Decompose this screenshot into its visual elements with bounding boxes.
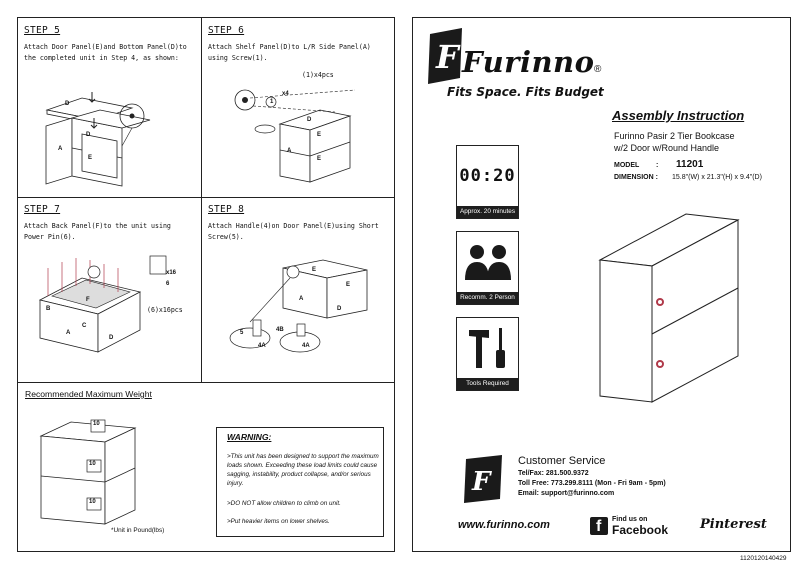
service-email: Email: support@furinno.com bbox=[518, 490, 615, 497]
time-display: 00:20 bbox=[459, 166, 516, 186]
handle-part-4a: 4A bbox=[258, 343, 266, 349]
tools-caption: Tools Required bbox=[457, 378, 518, 390]
step7-quantity: (6)x16pcs bbox=[147, 306, 183, 314]
handle-part-4b: 4B bbox=[276, 327, 284, 333]
part-label-b-step7: B bbox=[46, 306, 51, 312]
part-label-d-step5: D bbox=[65, 101, 70, 107]
part-label-a-step7: A bbox=[66, 330, 71, 336]
part-label-e-step8: E bbox=[312, 267, 317, 273]
model-number: 11201 bbox=[676, 159, 704, 170]
part-label-e2-step8: E bbox=[346, 282, 351, 288]
two-person-icon bbox=[463, 242, 513, 284]
step6-quantity: (1)x4pcs bbox=[302, 71, 334, 79]
model-label: MODEL bbox=[614, 162, 640, 169]
step5-diagram bbox=[22, 68, 200, 196]
facebook-icon[interactable]: f bbox=[590, 517, 608, 535]
warning-box bbox=[216, 427, 384, 537]
part-label-d-step6: D bbox=[307, 117, 312, 123]
part-label-e2-step6: E bbox=[317, 156, 322, 162]
svg-text:F: F bbox=[472, 467, 491, 497]
part-label-d2-step5: D bbox=[86, 132, 91, 138]
screw-number-5: 5 bbox=[240, 330, 244, 336]
tools-feature-box bbox=[456, 317, 519, 391]
pin-callout-x16: x16 bbox=[166, 270, 177, 276]
assembly-title: Assembly Instruction bbox=[612, 108, 745, 123]
step6-diagram bbox=[205, 72, 390, 192]
step8-text: Attach Handle(4)on Door Panel(E)using Short Screw(5). bbox=[208, 222, 379, 241]
part-label-a-step6: A bbox=[287, 148, 292, 154]
pin-number-6: 6 bbox=[166, 281, 170, 287]
grid-divider-row1 bbox=[17, 197, 395, 198]
customer-service-title: Customer Service bbox=[518, 455, 606, 467]
middle-load: 10 bbox=[89, 461, 96, 467]
brand-name: Furinno bbox=[462, 45, 595, 79]
service-tel-fax: Tel/Fax: 281.500.9372 bbox=[518, 470, 589, 477]
weight-unit-note: *Unit in Pound(lbs) bbox=[111, 527, 165, 534]
customer-service-logo bbox=[462, 455, 506, 503]
screw-number-1: 1 bbox=[270, 99, 274, 105]
svg-text:F: F bbox=[436, 38, 459, 76]
bookcase-illustration bbox=[596, 210, 741, 405]
max-weight-diagram bbox=[35, 408, 195, 536]
weight-section-title: Recommended Maximum Weight bbox=[25, 389, 152, 399]
facebook-find-us[interactable]: Find us on bbox=[612, 516, 648, 523]
step5-title: STEP 5 bbox=[24, 25, 61, 36]
hammer-icon bbox=[465, 324, 513, 374]
people-feature-box bbox=[456, 231, 519, 305]
part-label-f-step7: F bbox=[86, 297, 90, 303]
part-label-a-step8: A bbox=[299, 296, 304, 302]
dimension-value: 15.8"(W) x 21.3"(H) x 9.4"(D) bbox=[672, 174, 762, 181]
time-caption: Approx. 20 minutes bbox=[457, 206, 518, 218]
part-label-c-step7: C bbox=[82, 323, 87, 329]
step8-title: STEP 8 bbox=[208, 204, 245, 215]
step7-text: Attach Back Panel(F)to the unit using Power Pin(6). bbox=[24, 222, 171, 241]
dimension-label: DIMENSION : bbox=[614, 174, 658, 181]
product-name-line2: w/2 Door w/Round Handle bbox=[614, 143, 720, 153]
service-toll-free: Toll Free: 773.299.8111 (Mon - Fri 9am - 5pm) bbox=[518, 480, 666, 487]
step8-diagram bbox=[205, 250, 390, 380]
warning-children: >DO NOT allow children to climb on unit. bbox=[227, 500, 341, 507]
step5-text: Attach Door Panel(E)and Bottom Panel(D)to the completed unit in Step 4, as shown: bbox=[24, 43, 187, 62]
part-label-e-step6: E bbox=[317, 132, 322, 138]
time-feature-box bbox=[456, 145, 519, 219]
warning-title: WARNING: bbox=[227, 432, 272, 442]
screw-callout-x4: x4 bbox=[282, 91, 289, 97]
product-name-line1: Furinno Pasir 2 Tier Bookcase bbox=[614, 131, 735, 141]
handle-part-4a-2: 4A bbox=[302, 343, 310, 349]
warning-heavier-items: >Put heavier items on lower shelves. bbox=[227, 518, 330, 525]
step6-text: Attach Shelf Panel(D)to L/R Side Panel(A) using Screw(1). bbox=[208, 43, 371, 62]
people-caption: Recomm. 2 Person bbox=[457, 292, 518, 304]
step7-title: STEP 7 bbox=[24, 204, 61, 215]
bottom-load: 10 bbox=[89, 499, 96, 505]
grid-divider-row2 bbox=[17, 382, 395, 383]
document-code: 1120120140429 bbox=[740, 555, 787, 562]
part-label-d-step7: D bbox=[109, 335, 114, 341]
website-link[interactable]: www.furinno.com bbox=[458, 519, 550, 531]
part-label-e-step5: E bbox=[88, 155, 93, 161]
part-label-d-step8: D bbox=[337, 306, 342, 312]
step7-diagram bbox=[22, 248, 200, 380]
brand-tagline: Fits Space. Fits Budget bbox=[447, 85, 604, 99]
pinterest-link[interactable]: Pinterest bbox=[700, 517, 767, 532]
step6-title: STEP 6 bbox=[208, 25, 245, 36]
grid-divider-vertical bbox=[201, 17, 202, 382]
furinno-logo-mark bbox=[424, 28, 466, 84]
warning-load-limits: >This unit has been designed to support the maximum loads shown. Exceeding these load limits could cause sagging, instability, product collapse, and/or serious injury. bbox=[227, 453, 379, 487]
model-separator: : bbox=[656, 162, 659, 169]
top-load: 10 bbox=[93, 421, 100, 427]
part-label-a-step5: A bbox=[58, 146, 63, 152]
facebook-label[interactable]: Facebook bbox=[612, 523, 669, 537]
registered-mark: ® bbox=[594, 64, 602, 75]
